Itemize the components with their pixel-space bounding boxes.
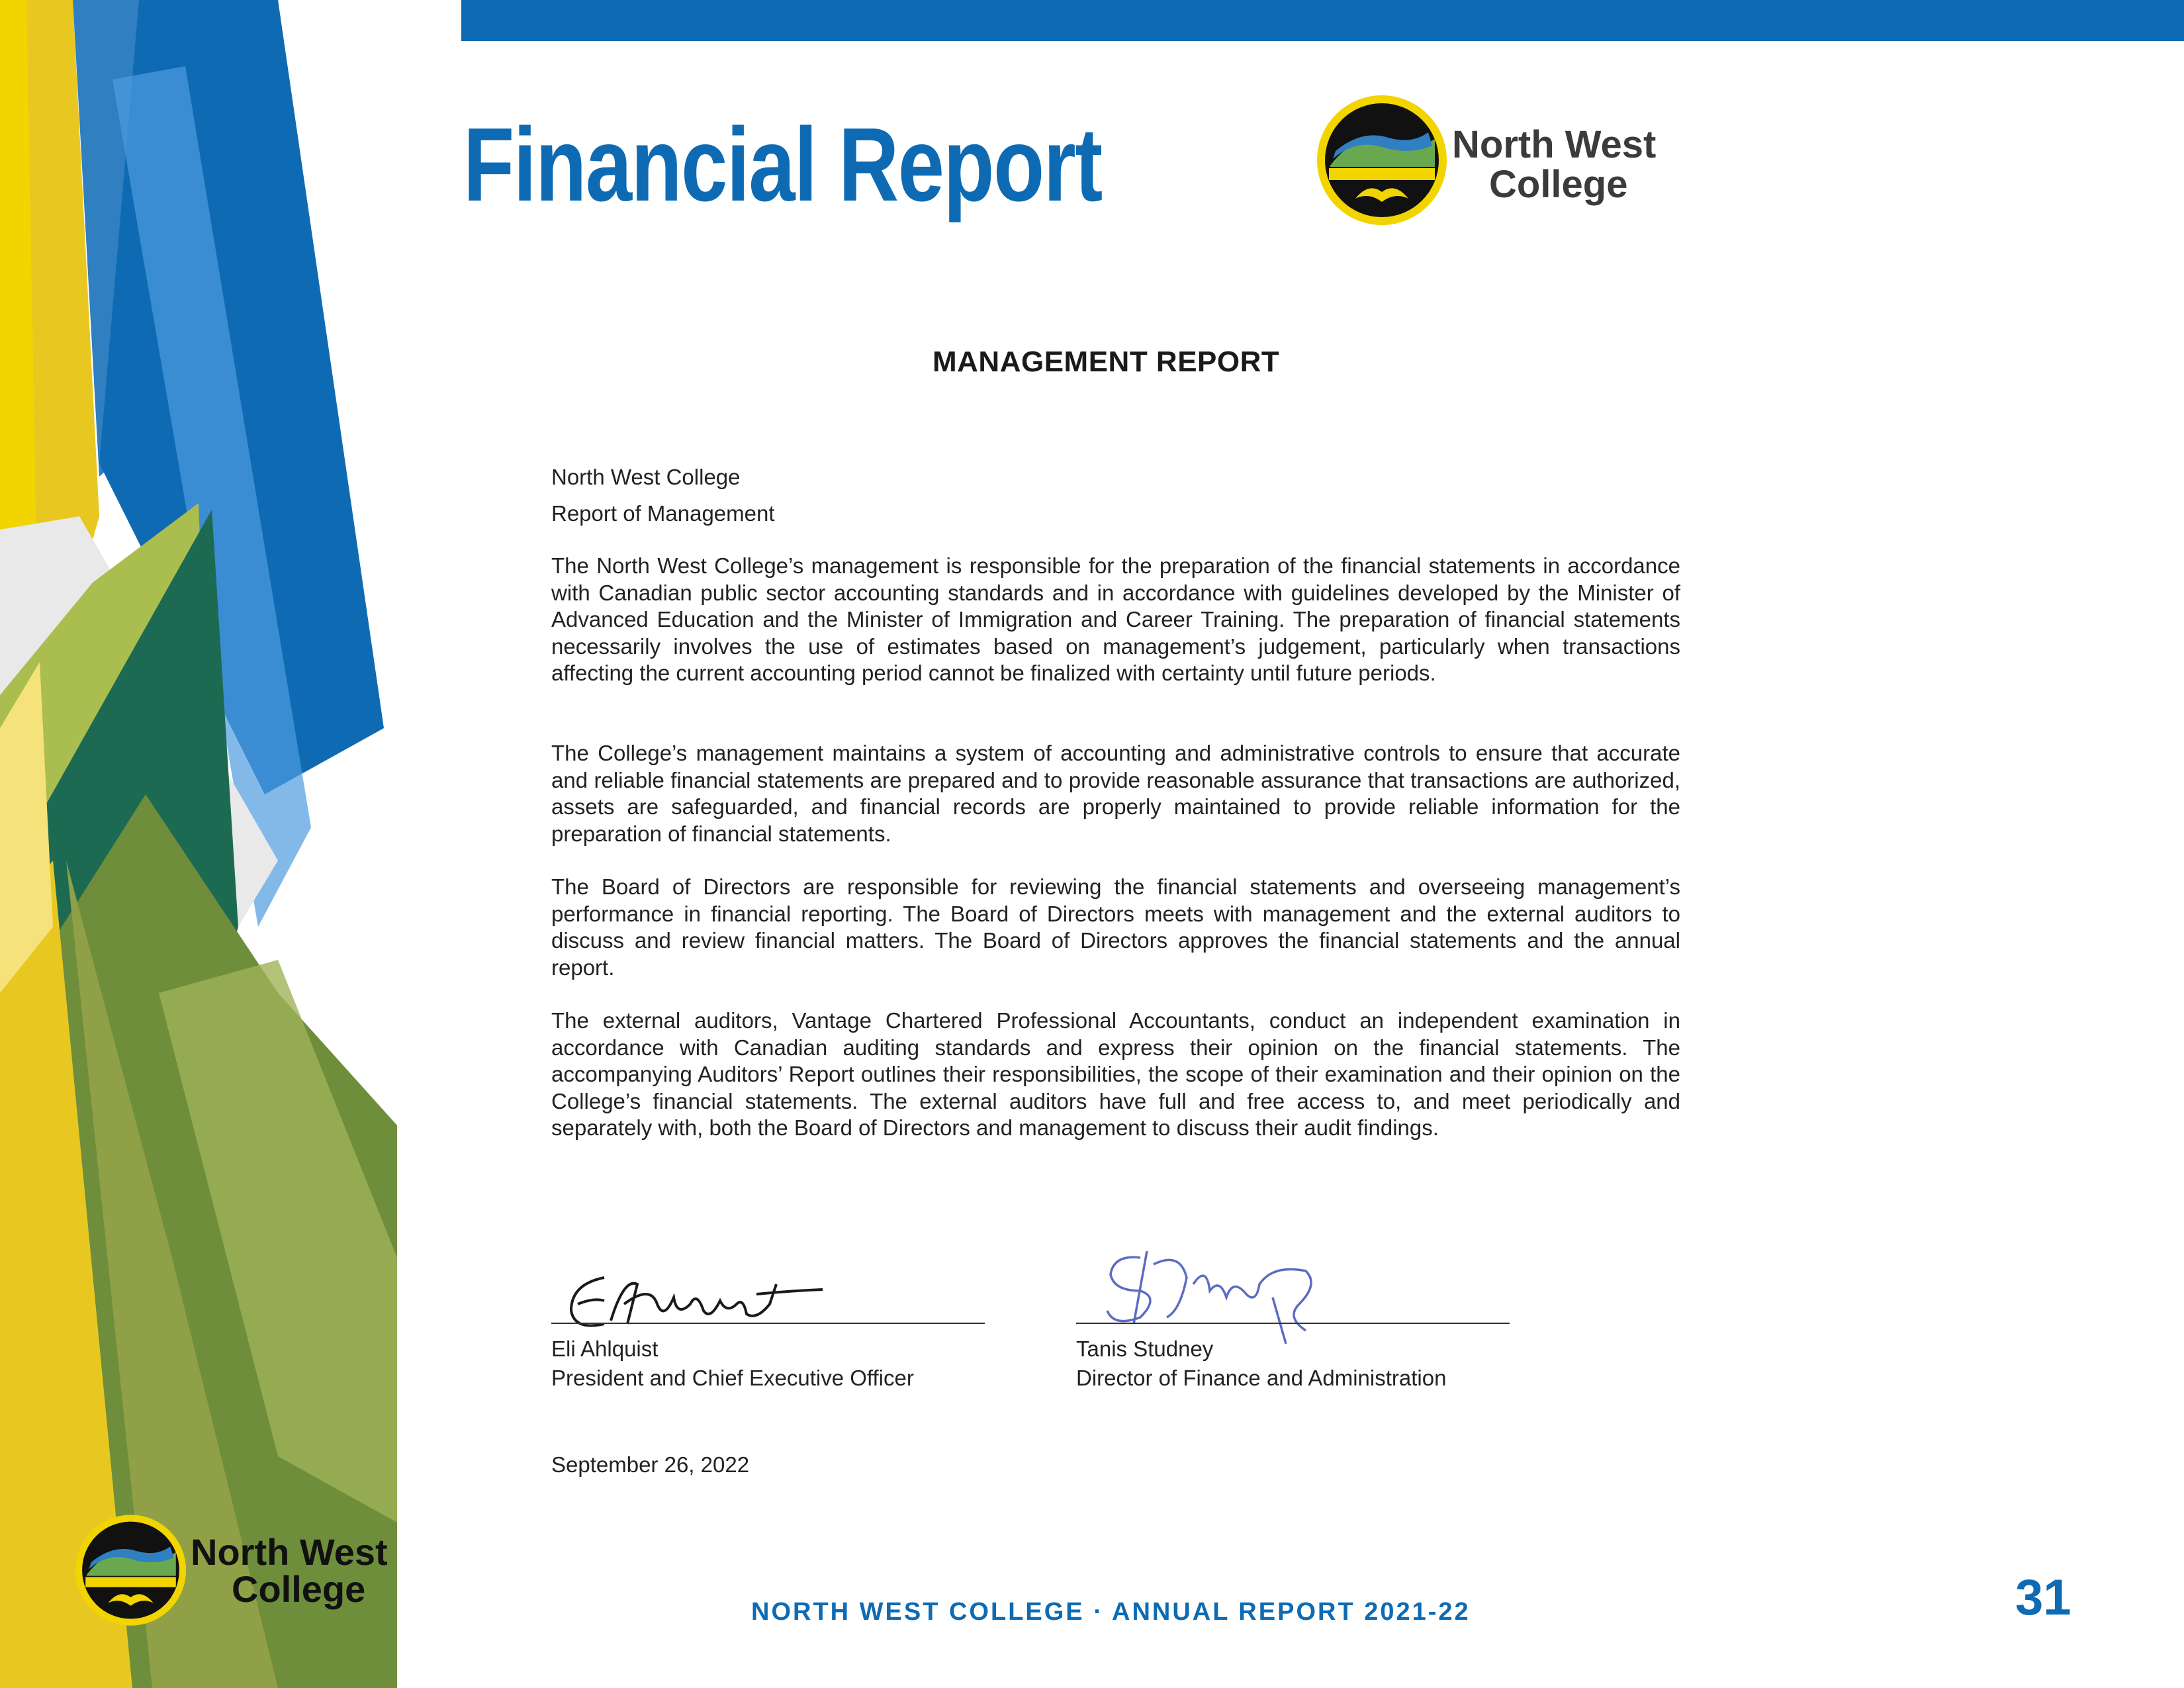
signatory-name-right: Tanis Studney (1076, 1336, 1214, 1361)
decorative-stripes (0, 0, 397, 1688)
signature-line-right (1076, 1323, 1510, 1324)
signature-ahlquist (558, 1258, 842, 1344)
report-subtitle: Report of Management (551, 501, 775, 526)
paragraph-responsibility: The North West College’s management is responsible for the preparation of the financial statements in accordance with Canadian public sector accounting standards and in accordance with guidelines developed by the Minister of Advanced Education and the Minister of Immigration and Career Training. The preparation of financial statements necessarily involves the use of estimates based on management’s judgement, particularly when transactions affecting the current accounting period cannot be finalized with certainty until future periods. (551, 553, 1680, 685)
signatory-name-left: Eli Ahlquist (551, 1336, 659, 1361)
report-date: September 26, 2022 (551, 1452, 750, 1477)
footer-text: NORTH WEST COLLEGE · ANNUAL REPORT 2021-22 (751, 1598, 1471, 1626)
signatory-title-left: President and Chief Executive Officer (551, 1366, 914, 1390)
page-number: 31 (2015, 1570, 2071, 1626)
college-emblem-icon (73, 1513, 189, 1628)
college-emblem-icon (1316, 93, 1448, 228)
signatory-title-right: Director of Finance and Administration (1076, 1366, 1447, 1390)
logo-text-line2: College (1489, 163, 1628, 206)
logo-text-line2: College (232, 1568, 366, 1610)
logo-text-line1: North West (191, 1531, 388, 1573)
paragraph-controls: The College’s management maintains a system of accounting and administrative controls to ensure that accurate and reliable financial statements are prepared and to provide reasonable assurance that transactions are authorized, assets are safeguarded, and financial records are properly maintained to provide reliable information for the preparation of financial statements. (551, 741, 1680, 846)
signature-studney (1087, 1238, 1339, 1344)
organization-name: North West College (551, 465, 741, 489)
signature-line-left (551, 1323, 985, 1324)
logo-text-line1: North West (1452, 123, 1657, 166)
report-heading: MANAGEMENT REPORT (933, 346, 1280, 378)
footer-logo (73, 1513, 417, 1632)
page-title: Financial Report (463, 107, 1102, 223)
top-accent-bar (461, 0, 2184, 41)
header-logo (1316, 93, 1686, 232)
paragraph-board: The Board of Directors are responsible for reviewing the financial statements and overseeing management’s performance in financial reporting. The Board of Directors meets with management and the external auditors to discuss and review financial matters. The Board of Directors approves the financial statements and the annual report. (551, 874, 1680, 980)
paragraph-auditors: The external auditors, Vantage Chartered Professional Accountants, conduct an independent examination in accordance with Canadian auditing standards and express their opinion on the financial statements. The accompanying Auditors’ Report outlines their responsibilities, the scope of their examination and their opinion on the College’s financial statements. The external auditors have full and free access to, and meet periodically and separately with, both the Board of Directors and management to discuss their audit findings. (551, 1008, 1680, 1140)
